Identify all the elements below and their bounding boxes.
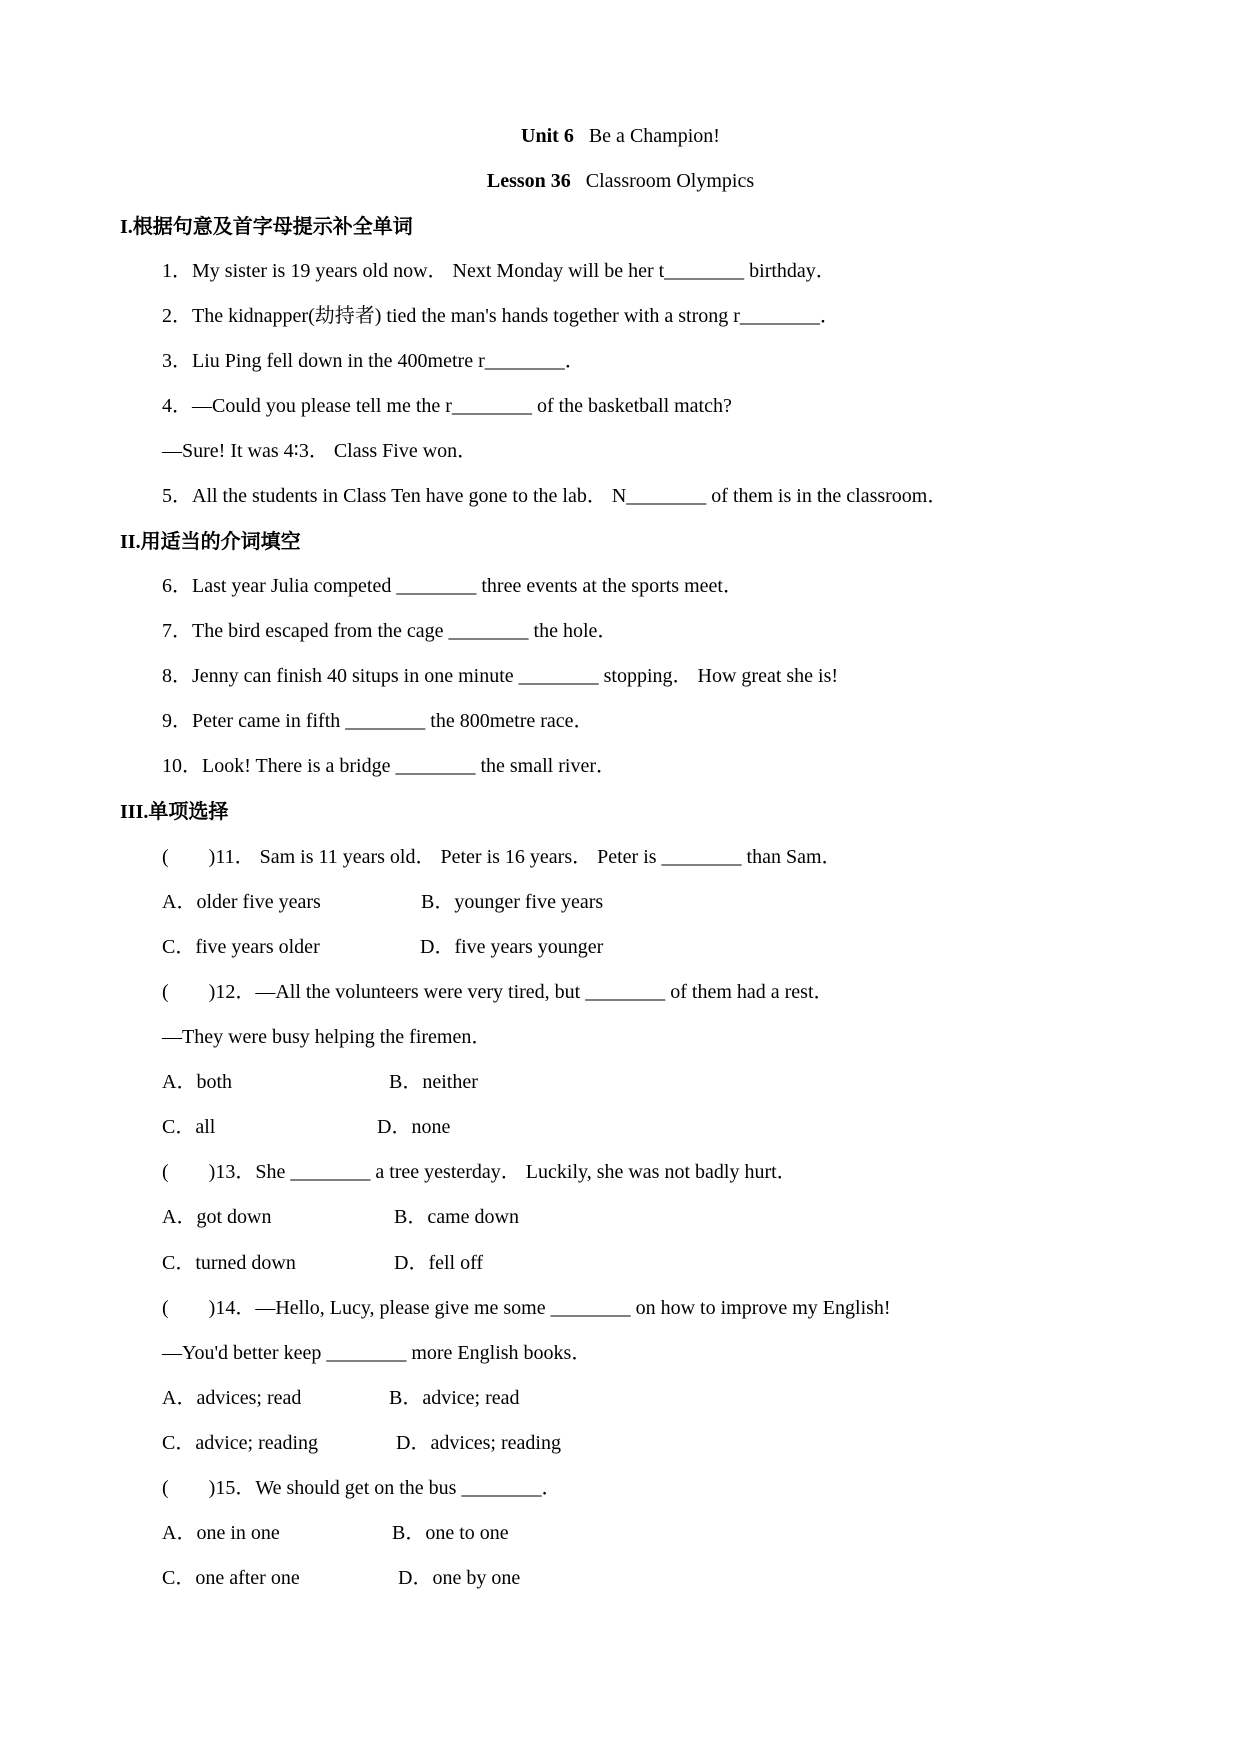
- question-8: 8．Jenny can finish 40 situps in one minute ________ stopping． How great she is!: [162, 665, 839, 687]
- question-6: 6．Last year Julia competed ________ three events at the sports meet．: [162, 575, 743, 597]
- question-12-reply: —They were busy helping the firemen．: [162, 1026, 492, 1048]
- q11-option-a: A．older five years: [162, 891, 321, 913]
- section-heading-3: [120, 799, 228, 824]
- question-15: ( )15．We should get on the bus ________．: [162, 1477, 562, 1499]
- q13-option-a: A．got down: [162, 1206, 272, 1228]
- question-9: 9．Peter came in fifth ________ the 800metre race．: [162, 710, 594, 732]
- question-4: 4．—Could you please tell me the r________ of the basketball match?: [162, 395, 732, 417]
- section-text-2: 用适当的介词填空: [140, 529, 301, 553]
- question-5: 5．All the students in Class Ten have gone to the lab． N________ of them is in the classroom．: [162, 485, 948, 507]
- unit-name: Be a Champion!: [588, 125, 720, 147]
- section-text-1: 根据句意及首字母提示补全单词: [132, 214, 413, 238]
- unit-label: Unit 6: [521, 125, 574, 147]
- question-12: ( )12．—All the volunteers were very tired, but ________ of them had a rest．: [162, 981, 834, 1003]
- q14-option-a: A．advices; read: [162, 1387, 302, 1409]
- question-14-reply: —You'd better keep ________ more English books．: [162, 1342, 592, 1364]
- question-1: 1．My sister is 19 years old now． Next Monday will be her t________ birthday．: [162, 260, 836, 282]
- q11-option-c: C．five years older: [162, 936, 320, 958]
- section-roman-3: III.: [120, 801, 149, 823]
- section-roman-2: II.: [120, 531, 141, 553]
- section-heading-2: [120, 529, 301, 554]
- q13-option-d: D．fell off: [394, 1252, 484, 1274]
- q15-option-c: C．one after one: [162, 1567, 300, 1589]
- lesson-label: Lesson 36: [486, 170, 571, 192]
- q14-option-b: B．advice; read: [389, 1387, 520, 1409]
- q14-option-c: C．advice; reading: [162, 1432, 319, 1454]
- q12-option-c: C．all: [162, 1116, 216, 1138]
- section-roman-1: I.: [120, 216, 133, 238]
- question-13: ( )13．She ________ a tree yesterday． Luckily, she was not badly hurt．: [162, 1161, 797, 1183]
- q12-option-a: A．both: [162, 1071, 232, 1093]
- q15-option-a: A．one in one: [162, 1522, 280, 1544]
- q15-option-b: B．one to one: [392, 1522, 509, 1544]
- q12-option-b: B．neither: [389, 1071, 478, 1093]
- question-4-answer: —Sure! It was 4∶3． Class Five won．: [162, 440, 478, 462]
- question-10: 10．Look! There is a bridge ________ the small river．: [162, 755, 616, 777]
- lesson-name: Classroom Olympics: [585, 170, 755, 192]
- section-text-3: 单项选择: [148, 799, 229, 823]
- q15-option-d: D．one by one: [398, 1567, 521, 1589]
- question-7: 7．The bird escaped from the cage ________ the hole．: [162, 620, 618, 642]
- q11-option-b: B．younger five years: [421, 891, 604, 913]
- q13-option-c: C．turned down: [162, 1252, 296, 1274]
- question-2: 2．The kidnapper(劫持者) tied the man's hands together with a strong r________．: [162, 305, 840, 327]
- q13-option-b: B．came down: [394, 1206, 519, 1228]
- unit-title: [0, 124, 1241, 148]
- question-3: 3．Liu Ping fell down in the 400metre r________．: [162, 350, 585, 372]
- section-heading-1: [120, 214, 413, 239]
- question-14: ( )14．—Hello, Lucy, please give me some ________ on how to improve my English!: [162, 1297, 891, 1319]
- q12-option-d: D．none: [377, 1116, 451, 1138]
- q11-option-d: D．five years younger: [420, 936, 604, 958]
- lesson-title: [0, 169, 1241, 193]
- question-11: ( )11． Sam is 11 years old． Peter is 16 years． Peter is ________ than Sam．: [162, 846, 842, 868]
- q14-option-d: D．advices; reading: [396, 1432, 561, 1454]
